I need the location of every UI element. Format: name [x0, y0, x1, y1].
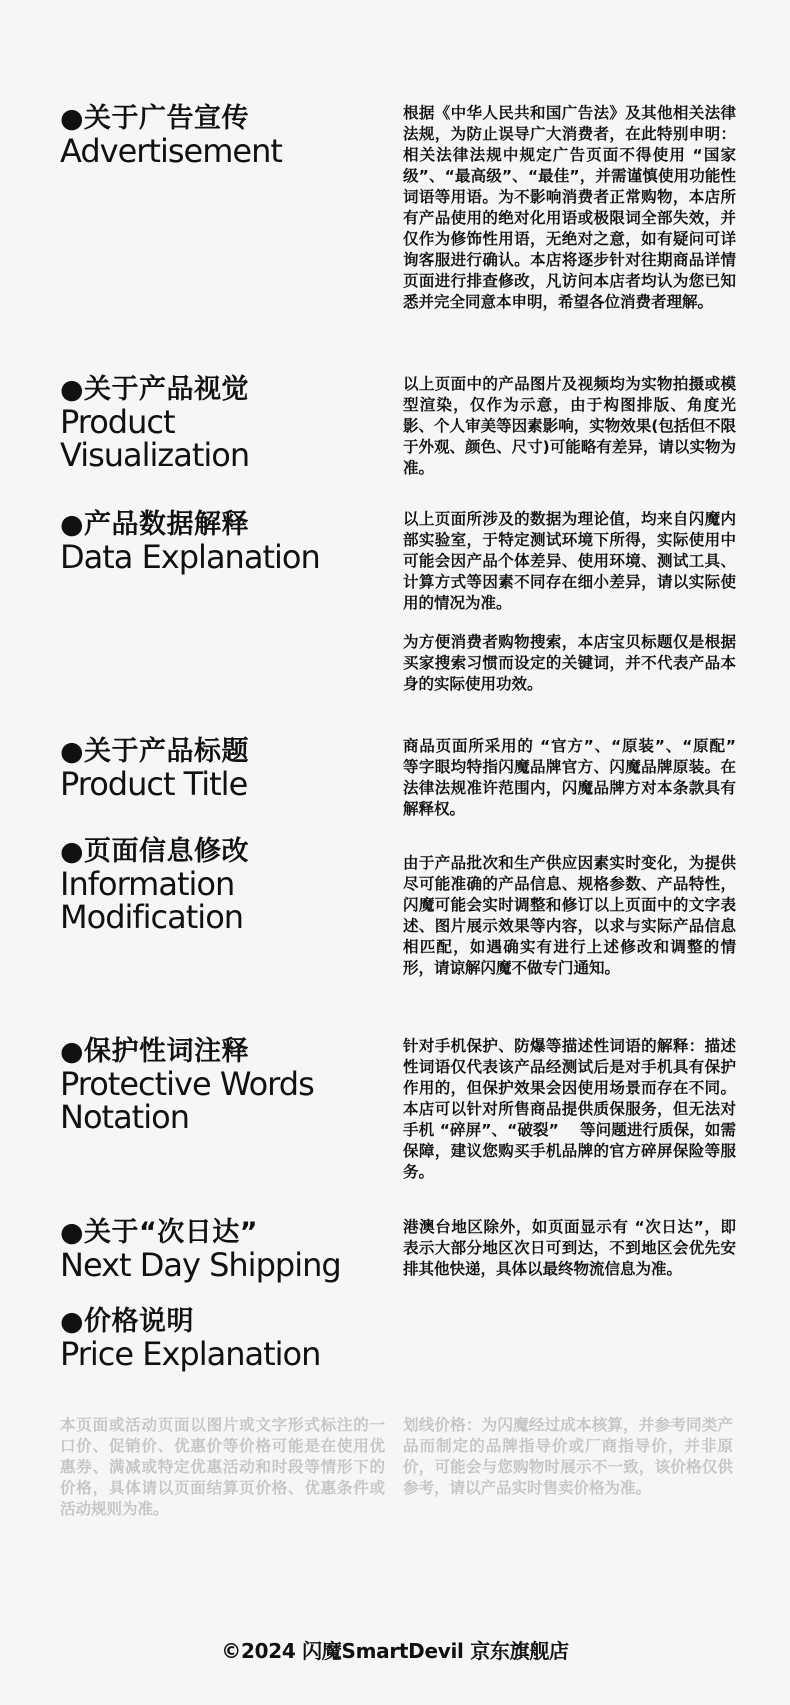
- heading-en: Product Visualization: [60, 403, 250, 474]
- section-body: [403, 736, 736, 820]
- heading-cn: ●关于产品视觉: [60, 374, 250, 405]
- section-body: [403, 103, 736, 313]
- heading-cn: ●产品数据解释: [60, 509, 250, 540]
- heading-cn: ●保护性词注释: [60, 1036, 250, 1067]
- paragraph: 由于产品批次和生产供应因素实时变化，为提供尽可能准确的产品信息、规格参数、产品特性，闪魔可能会实时调整和修订以上页面中的文字表述、图片展示效果等内容，以求与实际产品信息相匹配，如遇确实有进行上述修改和调整的情形，请谅解闪魔不做专门通知。: [403, 854, 736, 977]
- section-heading: [60, 103, 380, 168]
- heading-en: Advertisement: [60, 132, 282, 170]
- section-heading: [60, 1306, 380, 1371]
- price-note-left: 本页面或活动页面以图片或文字形式标注的一口价、促销价、优惠价等价格可能是在使用优惠券、满减或特定优惠活动和时段等情形下的价格，具体请以页面结算页价格、优惠条件或活动规则为准。: [60, 1416, 385, 1518]
- heading-cn: ●关于“次日达”: [60, 1217, 259, 1248]
- paragraph: 以上页面中的产品图片及视频均为实物拍摄或模型渲染，仅作为示意，由于构图排版、角度光影、个人审美等因素影响，实物效果(包括但不限于外观、颜色、尺寸)可能略有差异，请以实物为准。: [403, 375, 736, 477]
- heading-en: Price Explanation: [60, 1335, 321, 1373]
- section-heading: [60, 509, 380, 574]
- heading-en: Next Day Shipping: [60, 1246, 341, 1284]
- paragraph: 港澳台地区除外，如页面显示有 “次日达”，即表示大部分地区次日可到达，不到地区会优先安排其他快递，具体以最终物流信息为准。: [403, 1218, 736, 1278]
- heading-cn: ●关于广告宣传: [60, 103, 250, 134]
- paragraph: 为方便消费者购物搜索，本店宝贝标题仅是根据买家搜索习惯而设定的关键词，并不代表产品本身的实际使用功效。: [403, 633, 736, 693]
- section-body: [403, 1036, 736, 1183]
- section-heading: [60, 736, 380, 801]
- heading-cn: ●页面信息修改: [60, 836, 250, 867]
- heading-en: Protective Words Notation: [60, 1065, 314, 1136]
- heading-en: Information Modification: [60, 865, 244, 936]
- section-heading: [60, 836, 380, 934]
- paragraph: 以上页面所涉及的数据为理论值，均来自闪魔内部实验室，于特定测试环境下所得，实际使用中可能会因产品个体差异、使用环境、测试工具、计算方式等因素不同存在细小差异，请以实际使用的情况为准。: [403, 510, 736, 612]
- section-heading: [60, 1036, 380, 1134]
- heading-en: Product Title: [60, 765, 248, 803]
- paragraph: 针对手机保护、防爆等描述性词语的解释：描述性词语仅代表该产品经测试后是对手机具有保护作用的，但保护效果会因使用场景而存在不同。本店可以针对所售商品提供质保服务，但无法对手机 “碎屏”、“破裂” 等问题进行质保，如需保障，建议您购买手机品牌的官方碎屏保险等服务。: [403, 1037, 736, 1181]
- heading-cn: ●价格说明: [60, 1306, 195, 1337]
- price-note-right: 划线价格：为闪魔经过成本核算，并参考同类产品而制定的品牌指导价或厂商指导价，并非原价，可能会与您购物时展示不一致，该价格仅供参考，请以产品实时售卖价格为准。: [403, 1416, 733, 1497]
- section-body: [403, 509, 736, 695]
- section-body: [403, 853, 736, 979]
- paragraph: 根据《中华人民共和国广告法》及其他相关法律法规，为防止误导广大消费者，在此特别申明：相关法律法规中规定广告页面不得使用 “国家级”、“最高级”、“最佳”，并需谨慎使用功能性词语等用语。为不影响消费者正常购物，本店所有产品使用的绝对化用语或极限词全部失效，并仅作为修饰性用语，无绝对之意，如有疑问可详询客服进行确认。本店将逐步针对往期商品详情页面进行排查修改，凡访问本店者均认为您已知悉并完全同意本申明，希望各位消费者理解。: [403, 104, 736, 311]
- section-heading: [60, 374, 380, 472]
- heading-en: Data Explanation: [60, 538, 320, 576]
- section-body: [403, 374, 736, 479]
- section-body: [403, 1217, 736, 1280]
- heading-cn: ●关于产品标题: [60, 736, 250, 767]
- footer-copyright: ©2024 闪魔SmartDevil 京东旗舰店: [221, 1639, 569, 1663]
- paragraph: 商品页面所采用的 “官方”、“原装”、“原配” 等字眼均特指闪魔品牌官方、闪魔品牌原装。在法律法规准许范围内，闪魔品牌方对本条款具有解释权。: [403, 737, 736, 818]
- section-heading: [60, 1217, 380, 1282]
